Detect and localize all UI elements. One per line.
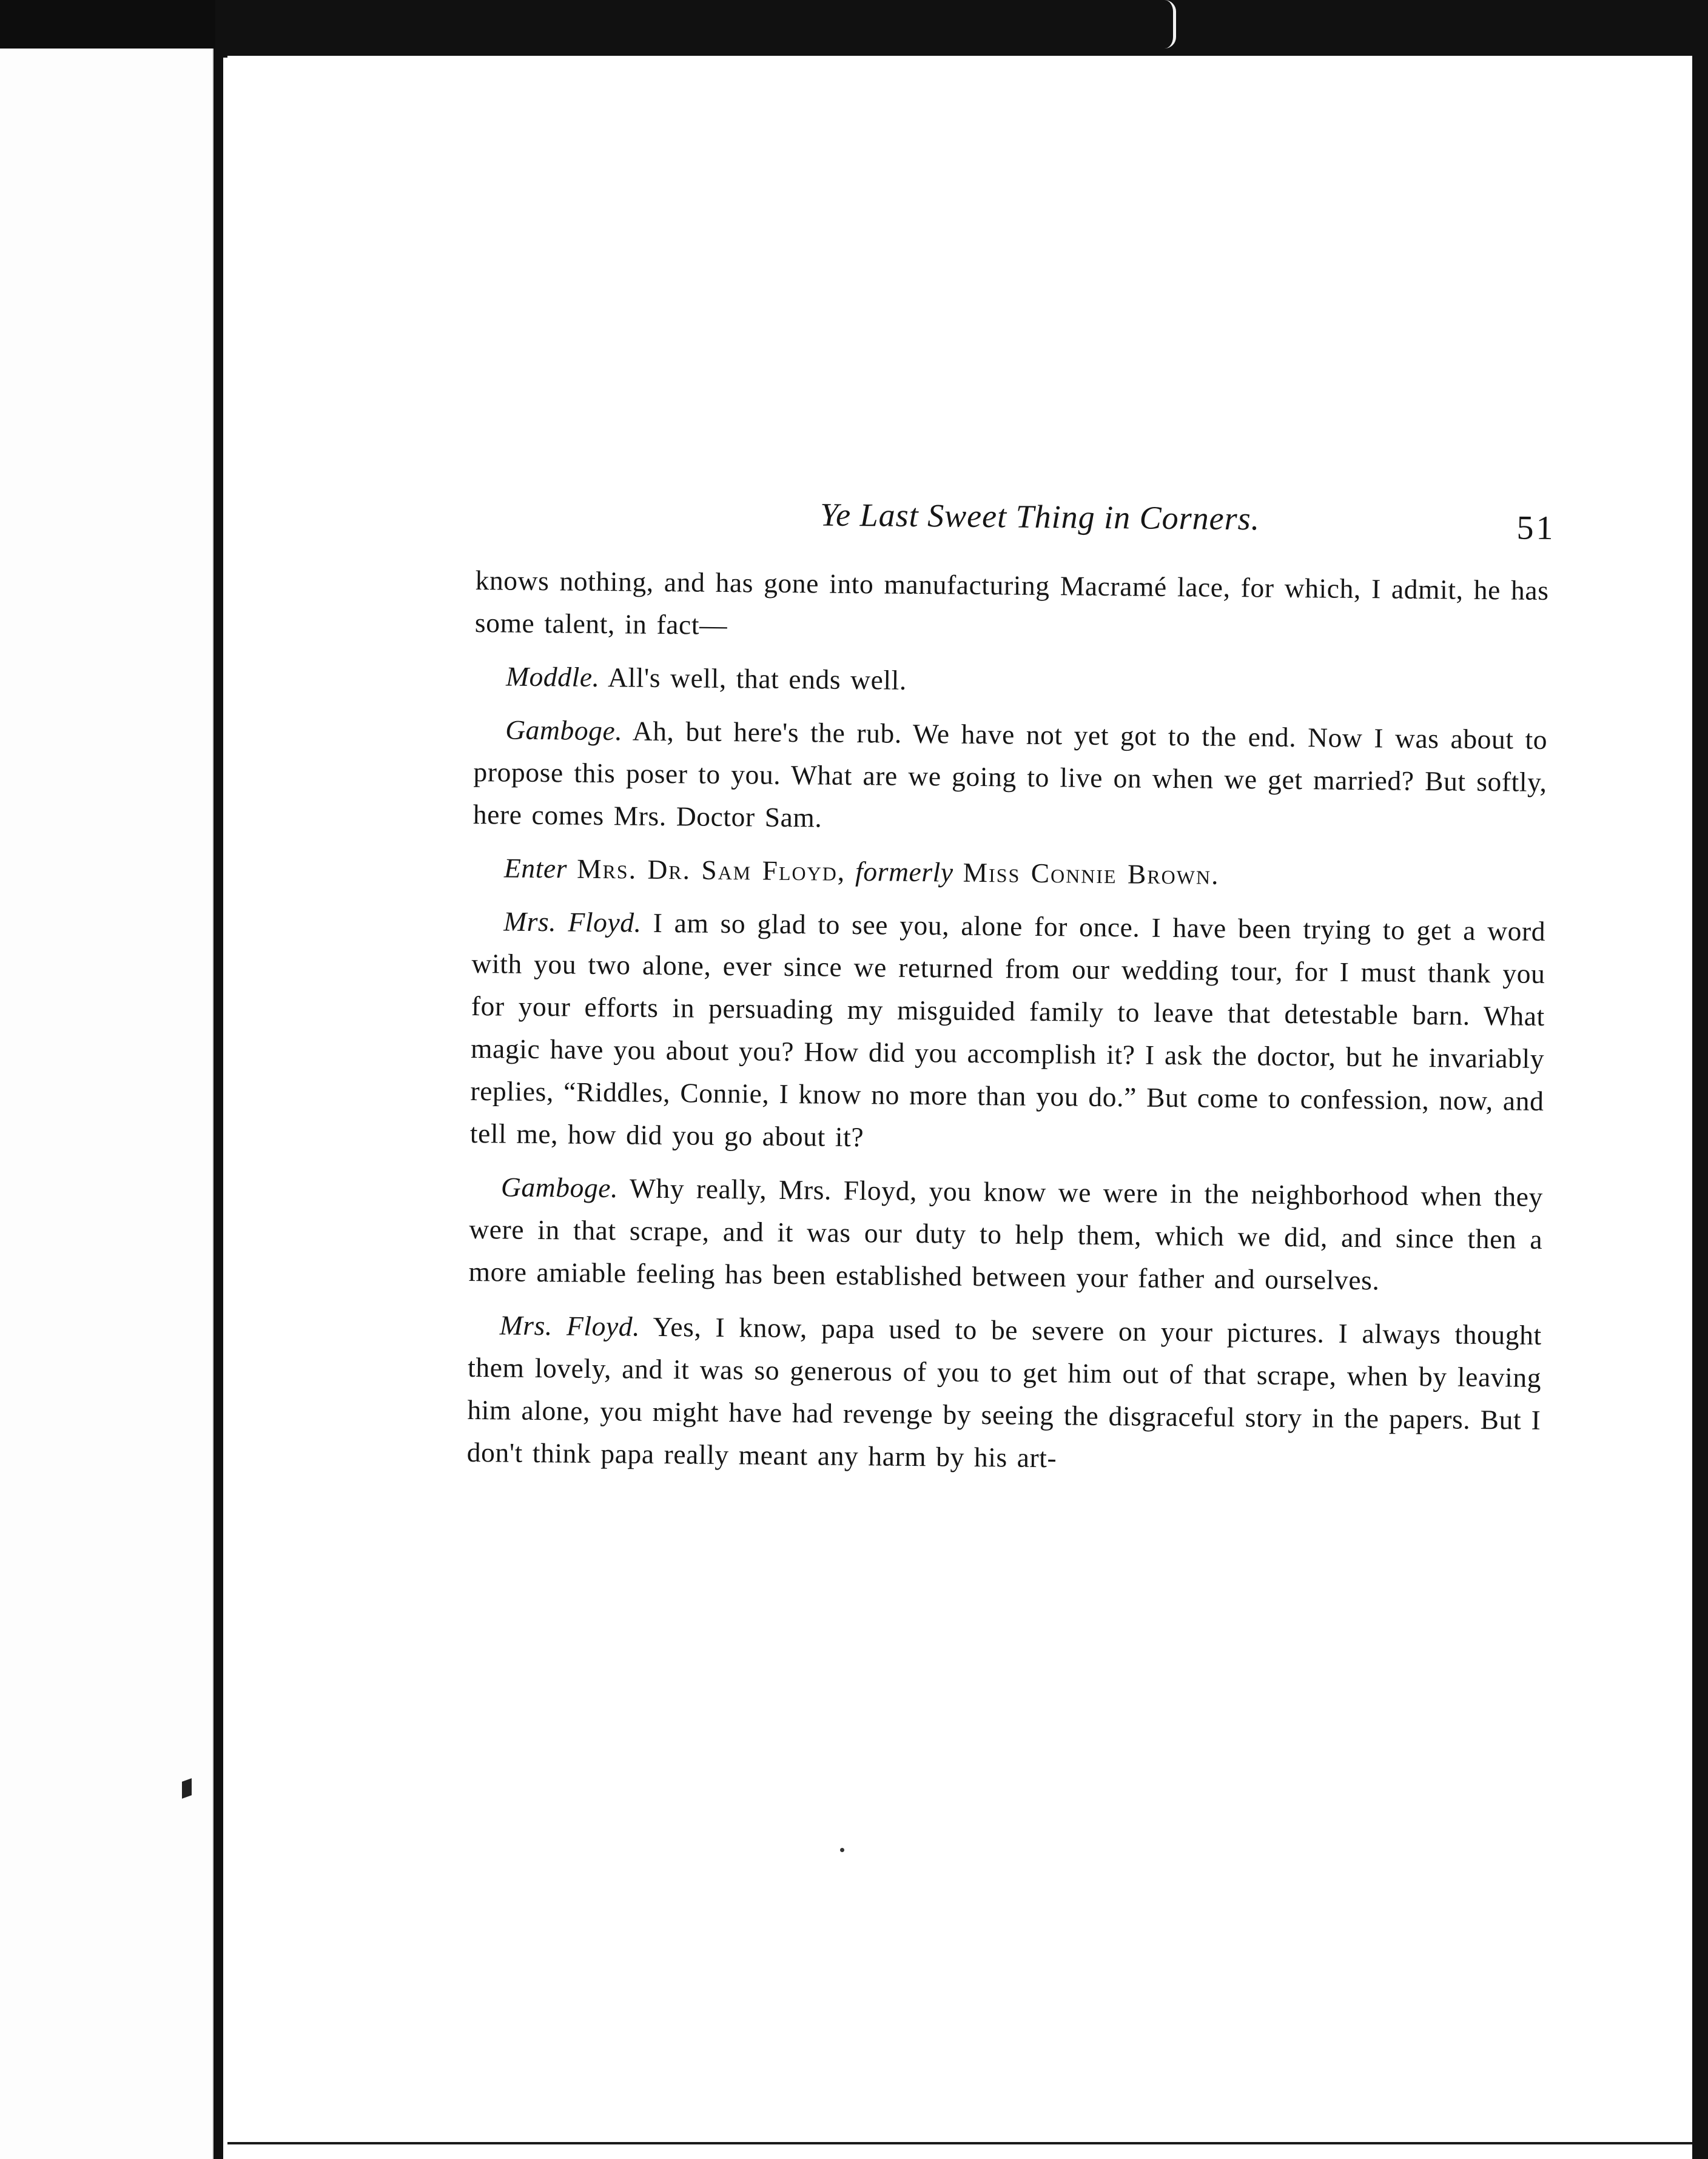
scan-right-border bbox=[1692, 49, 1708, 2159]
speaker-name: Gamboge. bbox=[505, 714, 623, 747]
paragraph-text: All's well, that ends well. bbox=[599, 661, 907, 696]
book-gutter bbox=[214, 49, 223, 2159]
stage-direction-names: Mrs. Dr. Sam Floyd, bbox=[576, 853, 846, 887]
ink-speck bbox=[840, 1848, 844, 1852]
stage-direction-maiden-name: Miss Connie Brown. bbox=[963, 856, 1220, 890]
page-text-block bbox=[466, 492, 1556, 1495]
speaker-name: Mrs. Floyd. bbox=[503, 905, 642, 938]
running-head bbox=[476, 492, 1556, 569]
paragraph-text: I am so glad to see you, alone for once. I have been trying to get a word with you two alone, ever since we returned from our wedding tour, for I must thank you for your efforts in persuading my misguided family to leave that detestable barn. What magic have you about you? How did you accomplish it? I ask the doctor, but he invariably replies, “Riddles, Connie, I know no more than you do.” But come to confession, now, and tell me, how did you go about it? bbox=[469, 907, 1546, 1153]
paragraph-mrs-floyd bbox=[466, 1304, 1542, 1484]
scan-top-left-border bbox=[0, 0, 215, 56]
page-corner-curl bbox=[1165, 0, 1176, 49]
stage-direction-enter: Enter bbox=[503, 852, 568, 884]
adjacent-page-edge bbox=[0, 49, 214, 2159]
paragraph-gamboge bbox=[468, 1166, 1543, 1303]
paragraph-mrs-floyd bbox=[470, 900, 1546, 1165]
margin-mark bbox=[182, 1778, 192, 1799]
speaker-name: Gamboge. bbox=[500, 1171, 619, 1204]
paragraph-text: Why really, Mrs. Floyd, you know we were in the neighborhood when they were in that scrape, and it was our duty to help them, which we did, and since then a more amiable feeling has been established between your father and ourselves. bbox=[468, 1172, 1544, 1296]
stage-direction-formerly: formerly bbox=[855, 856, 953, 888]
scan-top-border bbox=[0, 0, 1708, 58]
paragraph-gamboge bbox=[473, 708, 1548, 846]
paragraph-moddle bbox=[474, 655, 1548, 708]
page-number: 51 bbox=[1516, 509, 1556, 548]
page bbox=[227, 56, 1692, 2144]
paragraph-text: Yes, I know, papa used to be severe on your pictures. I always thought them lovely, and it was so generous of you to get him out of that scrape, when by leaving him alone, you might have had revenge by seeing the disgraceful story in the papers. But I don't think papa really meant any harm by his art- bbox=[466, 1311, 1542, 1474]
running-title: Ye Last Sweet Thing in Corners. bbox=[819, 496, 1260, 537]
paragraph-text: Ah, but here's the rub. We have not yet got to the end. Now I was about to propose this poser to you. What are we going to live on when we get married? But softly, here comes Mrs. Doctor Sam. bbox=[472, 715, 1548, 833]
speaker-name: Mrs. Floyd. bbox=[499, 1309, 640, 1342]
stage-direction bbox=[472, 847, 1547, 899]
paragraph-text: knows nothing, and has gone into manufacturing Macramé lace, for which, I admit, he has some talent, in fact— bbox=[474, 564, 1549, 640]
paragraph-continuation bbox=[475, 559, 1549, 654]
speaker-name: Moddle. bbox=[505, 660, 600, 693]
